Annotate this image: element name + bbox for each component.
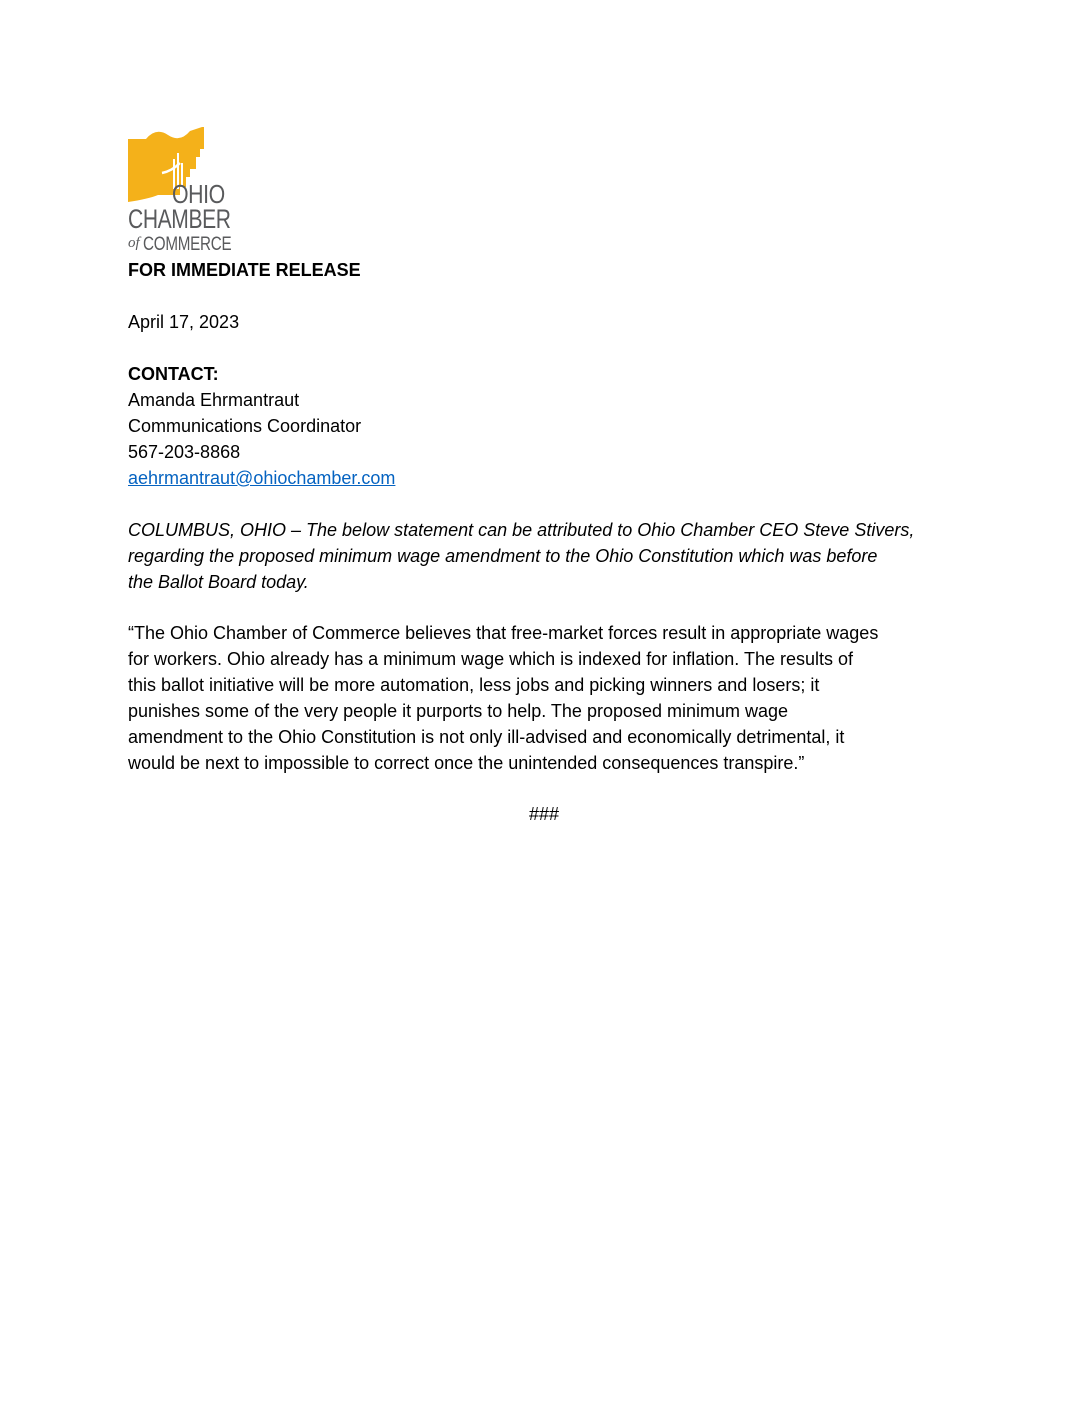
contact-email-link[interactable]: aehrmantraut@ohiochamber.com	[128, 468, 396, 488]
end-mark: ###	[528, 804, 560, 824]
quote-line: amendment to the Ohio Constitution is not only ill-advised and economically detrimental, it	[128, 727, 845, 747]
release-label: FOR IMMEDIATE RELEASE	[128, 260, 361, 280]
logo-chamber-text: CHAMBER	[128, 204, 231, 234]
quote-paragraph	[128, 620, 958, 776]
ohio-chamber-logo	[128, 127, 248, 257]
intro-line: COLUMBUS, OHIO – The below statement can be attributed to Ohio Chamber CEO Steve Stivers,	[128, 520, 915, 540]
intro-line: the Ballot Board today.	[128, 572, 309, 592]
quote-line: “The Ohio Chamber of Commerce believes that free-market forces result in appropriate wages	[128, 623, 879, 643]
contact-title: Communications Coordinator	[128, 416, 362, 436]
intro-paragraph	[128, 517, 958, 595]
intro-line: regarding the proposed minimum wage amendment to the Ohio Constitution which was before	[128, 546, 878, 566]
logo-of-text: of	[128, 235, 140, 251]
quote-line: punishes some of the very people it purports to help. The proposed minimum wage	[128, 701, 789, 721]
quote-line: would be next to impossible to correct once the unintended consequences transpire.”	[128, 753, 805, 773]
contact-phone: 567-203-8868	[128, 442, 241, 462]
quote-line: this ballot initiative will be more automation, less jobs and picking winners and losers; it	[128, 675, 820, 695]
quote-line: for workers. Ohio already has a minimum wage which is indexed for inflation. The results of	[128, 649, 853, 669]
contact-name: Amanda Ehrmantraut	[128, 390, 300, 410]
contact-label: CONTACT:	[128, 364, 219, 384]
logo-commerce-text: COMMERCE	[143, 234, 232, 255]
release-date: April 17, 2023	[128, 312, 240, 332]
logo-ohio-text: OHIO	[172, 179, 225, 209]
